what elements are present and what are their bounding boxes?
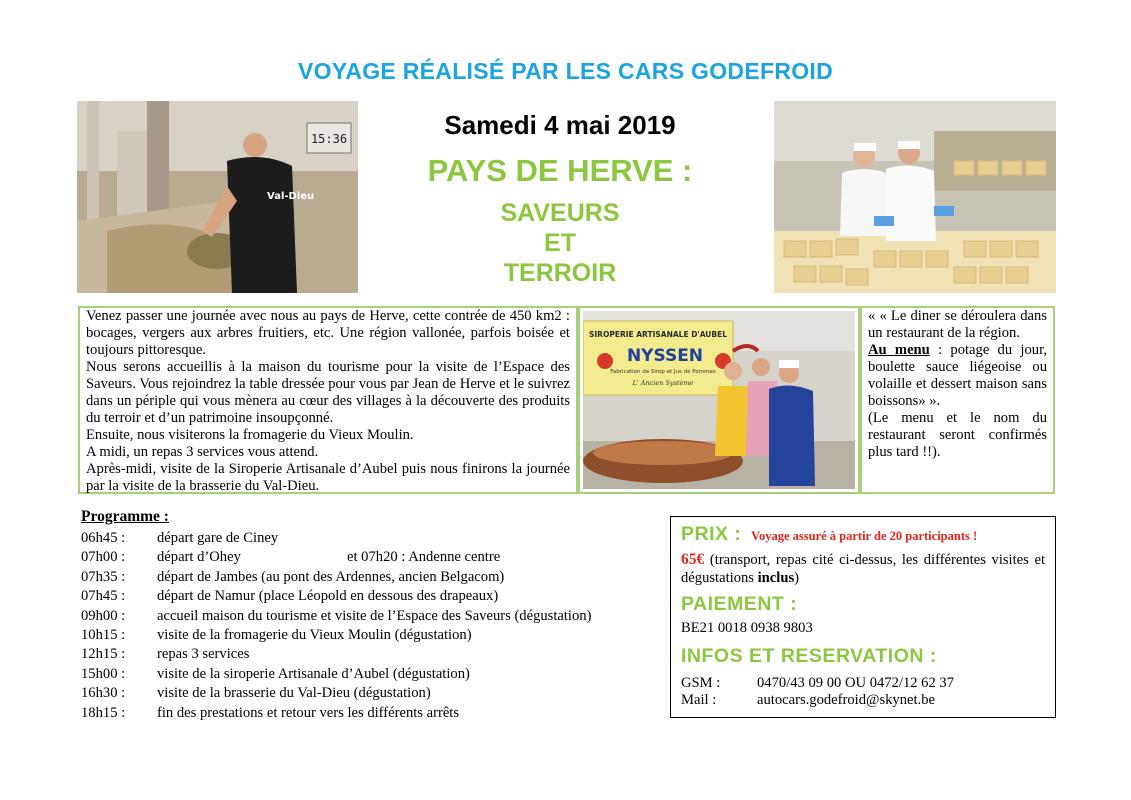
price-details-bold: inclus [757, 569, 795, 586]
menu-intro: « « Le diner se déroulera dans un restaurant de la région. [868, 308, 1047, 341]
gsm-row [681, 675, 1045, 692]
programme-activity: accueil maison du tourisme et visite de l’Espace des Saveurs (dégustation) [157, 607, 592, 624]
info-heading: INFOS ET RESERVATION : [681, 645, 937, 667]
price-details [681, 551, 1045, 587]
programme-row [81, 665, 591, 684]
gsm-label: GSM : [681, 675, 721, 691]
payment-heading: PAIEMENT : [681, 593, 798, 615]
subtitle-line-3: TERROIR [503, 259, 617, 287]
programme-title: Programme : [81, 508, 169, 525]
programme-activity: visite de la brasserie du Val-Dieu (dégustation) [157, 685, 431, 702]
cheese-factory-photo [774, 101, 1056, 293]
programme-activity: départ de Jambes (au pont des Ardennes, ancien Belgacom) [157, 568, 505, 585]
siroperie-photo-frame [578, 306, 860, 494]
programme-row [81, 684, 591, 703]
programme-extra: et 07h20 : Andenne centre [347, 549, 501, 566]
programme-row [81, 548, 591, 567]
event-title: PAYS DE HERVE : [427, 153, 693, 188]
programme-time: 07h35 : [81, 568, 126, 585]
menu-label: Au menu [868, 342, 930, 358]
programme-row [81, 704, 591, 723]
gsm-value: 0470/43 09 00 OU 0472/12 62 37 [757, 675, 955, 691]
mail-value: autocars.godefroid@skynet.be [757, 692, 935, 708]
menu-details [868, 342, 1047, 410]
intro-box [78, 306, 578, 494]
programme-activity: fin des prestations et retour vers les différents arrêts [157, 704, 460, 721]
mail-row [681, 692, 1045, 709]
shirt-logo-text: Val-Dieu [267, 191, 315, 202]
programme-row [81, 529, 591, 548]
subtitle-line-2: ET [544, 229, 576, 257]
programme-activity: départ de Namur (place Léopold en dessous des drapeaux) [157, 588, 499, 605]
programme-row [81, 607, 591, 626]
programme-time: 06h45 : [81, 530, 126, 546]
programme-activity: visite de la siroperie Artisanale d’Aubel (dégustation) [157, 665, 470, 682]
subtitle-line-1: SAVEURS [500, 199, 620, 227]
mail-label: Mail : [681, 692, 717, 708]
programme-row [81, 626, 591, 645]
sign-line-3: Fabrication de Sirop et Jus de Pommes [610, 369, 716, 375]
price-box [670, 516, 1056, 718]
sign-line-2: NYSSEN [626, 346, 704, 366]
intro-paragraph: Nous serons accueillis à la maison du tourisme pour la visite de l’Espace des Saveurs. Vous rejoindrez la table dressée pour vous par Jean de Herve et le suivrez dans un périple qui vous mènera au cœur des villages à la découverte des produits du terroir et d’un patrimoine insoupçonné. [86, 359, 570, 426]
intro-paragraph: Après-midi, visite de la Siroperie Artisanale d’Aubel puis nous finirons la journée par la visite de la brasserie du Val-Dieu. [86, 461, 570, 494]
programme-time: 07h45 : [81, 588, 126, 605]
programme-activity: visite de la fromagerie du Vieux Moulin (dégustation) [157, 626, 472, 643]
siroperie-photo [583, 311, 855, 489]
programme-activity: repas 3 services [157, 646, 250, 663]
programme-time: 18h15 : [81, 704, 126, 721]
programme-time: 12h15 : [81, 646, 126, 663]
price-details-text: (transport, repas cité ci-dessus, les différentes visites et dégustations [681, 552, 1045, 586]
sign-line-4: L' Ancien Système [632, 379, 694, 387]
event-date: Samedi 4 mai 2019 [444, 110, 676, 140]
price-amount: 65€ [681, 551, 705, 568]
programme-time: 15h00 : [81, 665, 126, 682]
menu-box [860, 306, 1055, 494]
programme-time: 07h00 : [81, 549, 126, 566]
programme-time: 16h30 : [81, 685, 126, 702]
menu-note: (Le menu et le nom du restaurant seront confirmés plus tard !!). [868, 410, 1047, 460]
programme-row [81, 645, 591, 664]
iban: BE21 0018 0938 9803 [681, 620, 813, 636]
intro-paragraph: A midi, un repas 3 services vous attend. [86, 444, 319, 460]
sign-line-1: SIROPERIE ARTISANALE D'AUBEL [588, 330, 728, 339]
header-title: VOYAGE RÉALISÉ PAR LES CARS GODEFROID [297, 58, 834, 84]
intro-paragraph: Venez passer une journée avec nous au pays de Herve, cette contrée de 450 km2 : bocages, vergers aux arbres fruitiers, etc. Une région vallonée, parfois boisée et toujours pittoresque. [86, 308, 570, 358]
programme-time: 10h15 : [81, 626, 126, 643]
programme-list [81, 529, 591, 723]
programme-row [81, 587, 591, 606]
clock-text: 15:36 [310, 132, 348, 146]
programme-activity: départ d’Ohey [157, 549, 241, 566]
programme-row [81, 568, 591, 587]
programme-activity: départ gare de Ciney [157, 530, 279, 546]
price-note: Voyage assuré à partir de 20 participants ! [751, 529, 978, 543]
price-details-end: ) [794, 569, 799, 586]
menu-items: : potage du jour, boulette sauce liégeoise ou volaille et dessert maison sans boissons» ». [868, 342, 1047, 409]
price-heading: PRIX : [681, 523, 742, 545]
brewery-photo [77, 101, 358, 293]
programme-time: 09h00 : [81, 607, 126, 624]
event-subtitle [360, 198, 760, 288]
intro-paragraph: Ensuite, nous visiterons la fromagerie du Vieux Moulin. [86, 427, 414, 443]
